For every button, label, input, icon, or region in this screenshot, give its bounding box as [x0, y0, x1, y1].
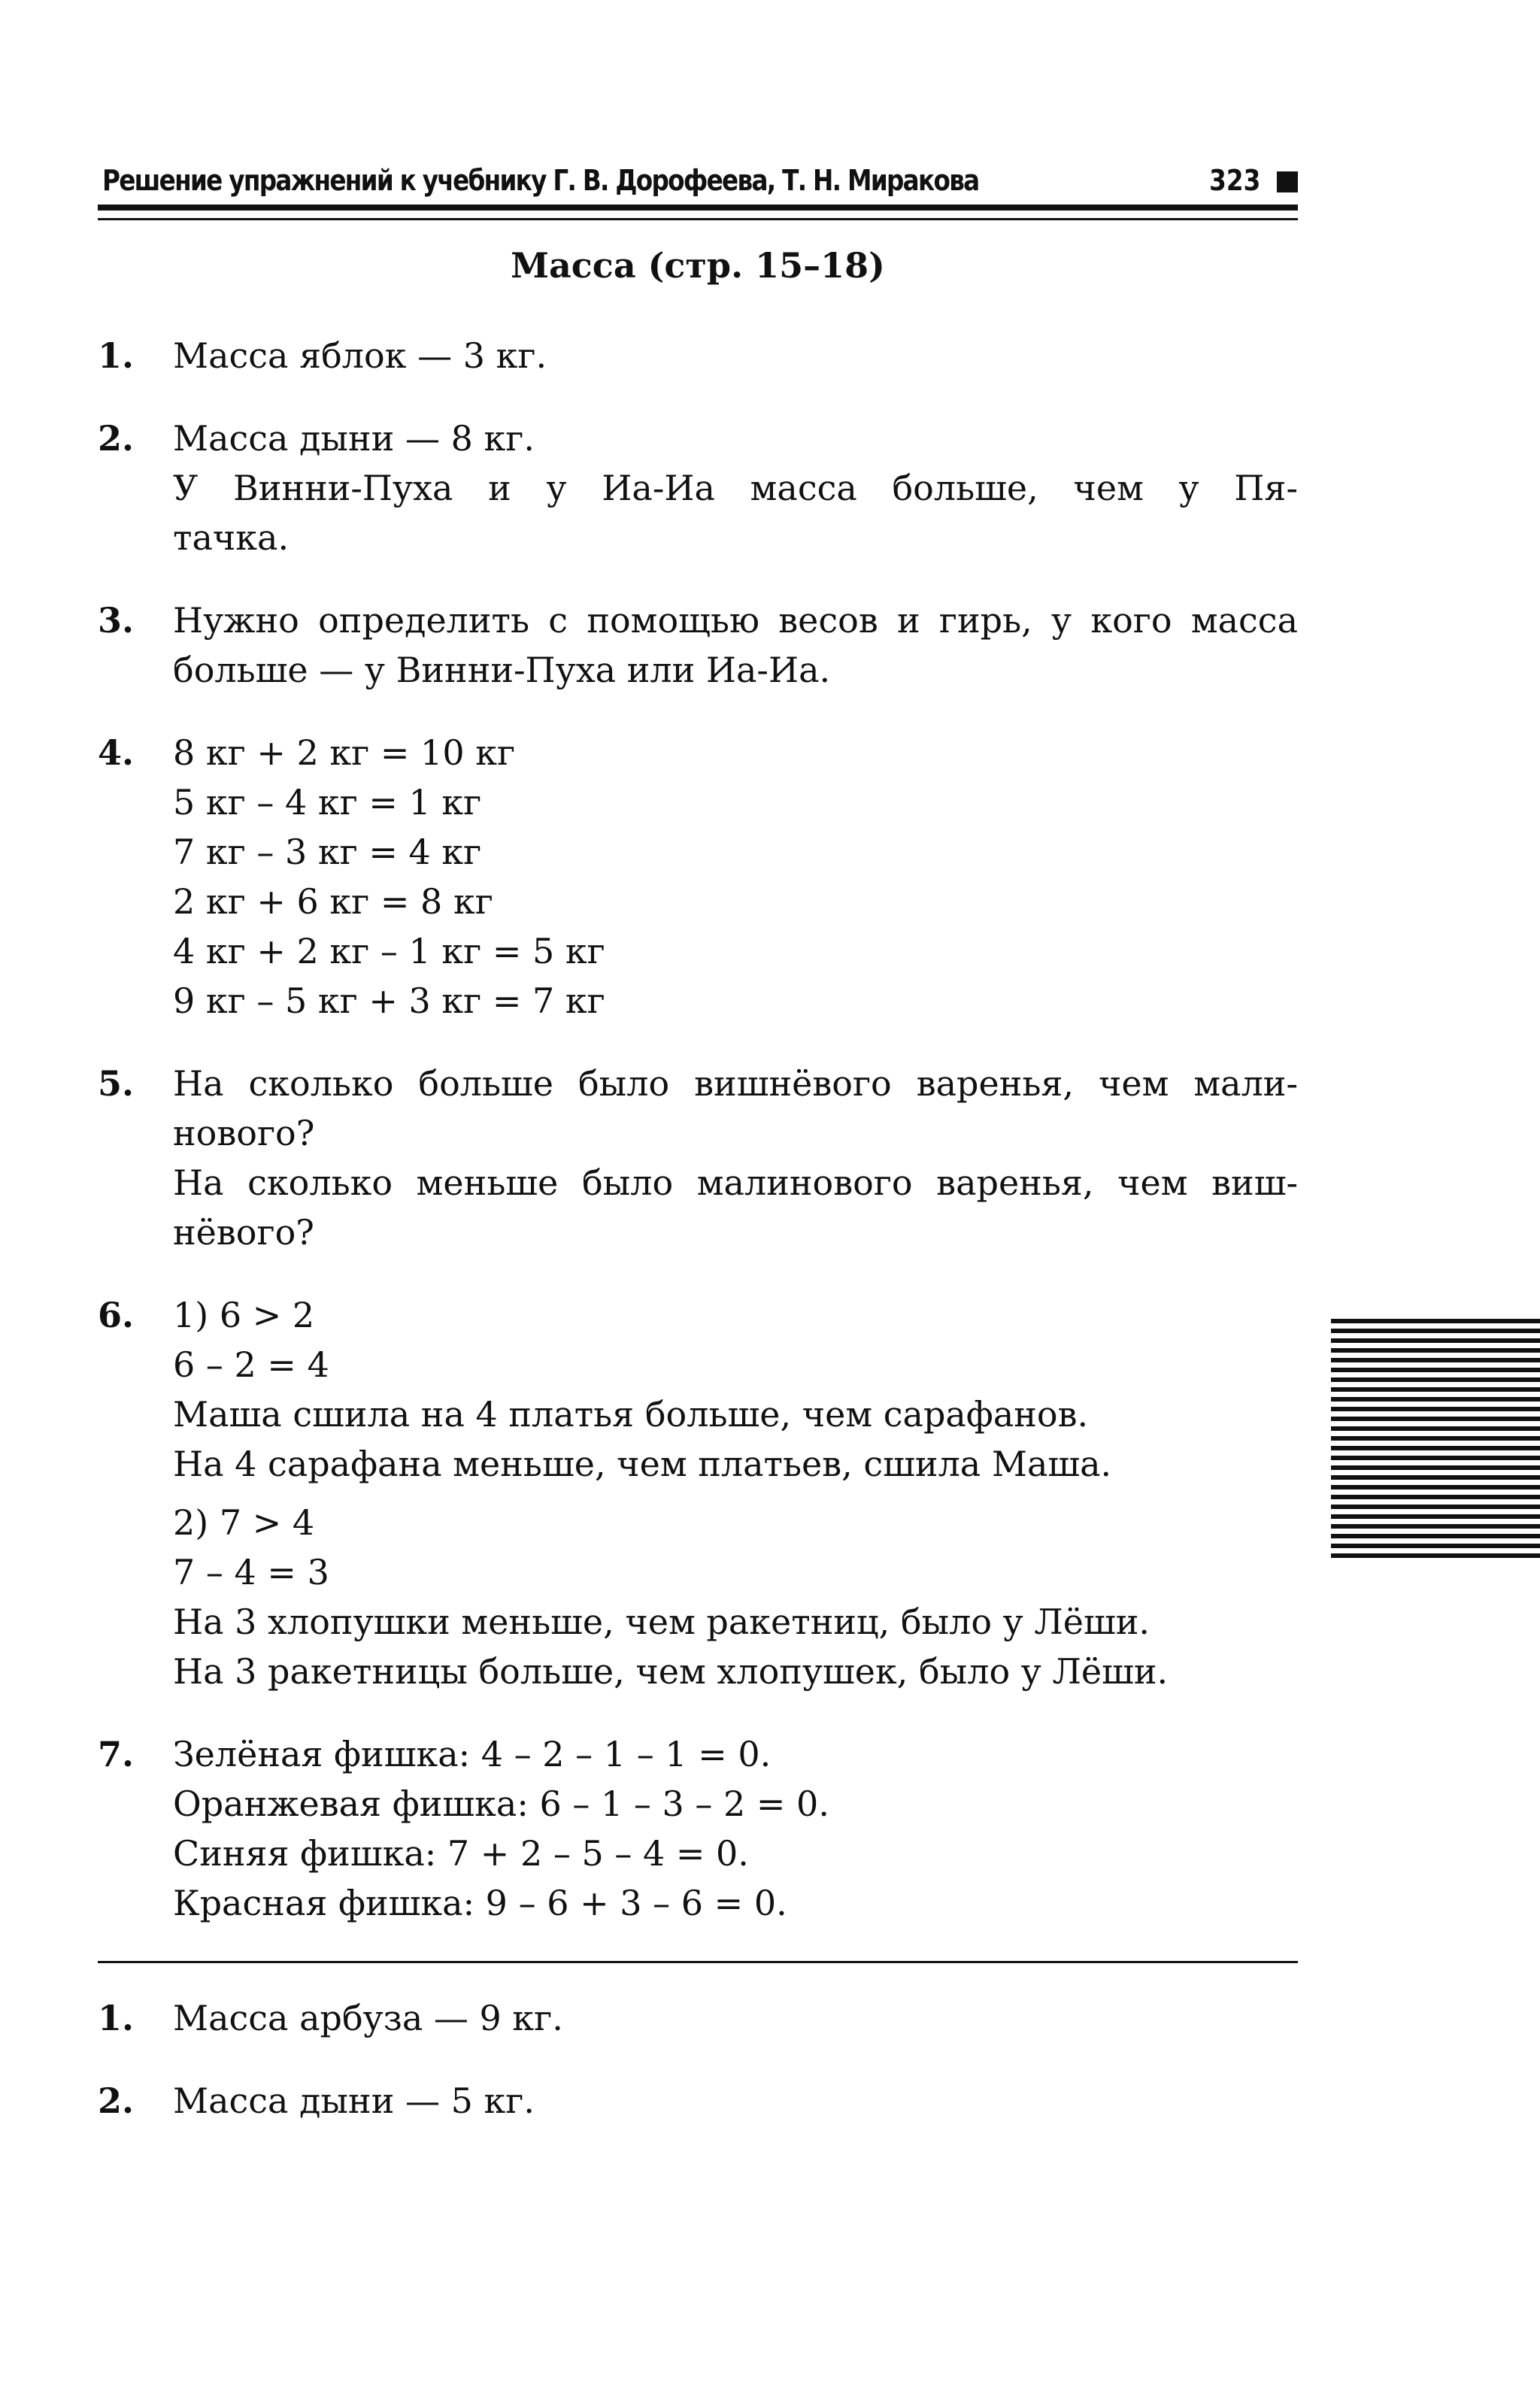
edge-thumb-index-bars — [1331, 1319, 1540, 1563]
header-rule-thick — [98, 205, 1298, 211]
thumb-index-bar — [1331, 1495, 1540, 1499]
item-line: На сколько больше было вишнёвого варенья, чем мали- — [173, 1063, 1298, 1104]
header-rule-thin — [98, 218, 1298, 220]
item-line: Масса арбуза — 9 кг. — [173, 1998, 563, 2038]
item-after-2 — [98, 2076, 1298, 2126]
thumb-index-bar — [1331, 1348, 1540, 1353]
item-line: 6 – 2 = 4 — [173, 1344, 329, 1385]
item-number: 6. — [98, 1295, 135, 1335]
thumb-index-bar — [1331, 1475, 1540, 1480]
section-title: Масса (стр. 15–18) — [511, 245, 885, 286]
item-1 — [98, 331, 1298, 380]
item-3 — [98, 595, 1298, 695]
thumb-index-bar — [1331, 1387, 1540, 1392]
thumb-index-bar — [1331, 1407, 1540, 1411]
item-line: 9 кг – 5 кг + 3 кг = 7 кг — [173, 980, 605, 1021]
item-line: 4 кг + 2 кг – 1 кг = 5 кг — [173, 931, 605, 971]
item-line: На 3 хлопушки меньше, чем ракетниц, было у Лёши. — [173, 1602, 1150, 1642]
item-line: Оранжевая фишка: 6 – 1 – 3 – 2 = 0. — [173, 1783, 829, 1824]
thumb-index-bar — [1331, 1534, 1540, 1538]
thumb-index-bar — [1331, 1426, 1540, 1431]
thumb-index-bar — [1331, 1377, 1540, 1382]
subpart-gap — [173, 1489, 1298, 1498]
item-number: 2. — [98, 418, 135, 459]
section-divider — [98, 1961, 1298, 1963]
item-line: Масса дыни — 8 кг. — [173, 418, 535, 459]
thumb-index-bar — [1331, 1553, 1540, 1558]
item-4 — [98, 728, 1298, 1026]
item-line: нёвого? — [173, 1212, 314, 1253]
item-number: 4. — [98, 732, 135, 773]
item-line: На 4 сарафана меньше, чем платьев, сшила Маша. — [173, 1444, 1112, 1484]
item-line: Нужно определить с помощью весов и гирь, у кого масса — [173, 600, 1298, 641]
item-line: 2) 7 > 4 — [173, 1502, 315, 1543]
item-line: 8 кг + 2 кг = 10 кг — [173, 732, 516, 773]
thumb-index-bar — [1331, 1485, 1540, 1489]
running-header-title: Решение упражнений к учебнику Г. В. Дорофеева, Т. Н. Миракова — [102, 164, 979, 197]
item-6 — [98, 1290, 1298, 1696]
item-number: 7. — [98, 1734, 135, 1774]
item-line: У Винни-Пуха и у Иа-Иа масса больше, чем у Пя- — [173, 468, 1298, 508]
thumb-index-bar — [1331, 1329, 1540, 1333]
page-content — [98, 331, 1298, 2159]
thumb-index-bar — [1331, 1456, 1540, 1460]
item-line: Масса дыни — 5 кг. — [173, 2080, 535, 2121]
item-7 — [98, 1729, 1298, 1928]
thumb-index-bar — [1331, 1465, 1540, 1470]
item-number: 1. — [98, 335, 135, 376]
item-after-1 — [98, 1993, 1298, 2043]
item-line: нового? — [173, 1113, 315, 1153]
item-line: 7 кг – 3 кг = 4 кг — [173, 832, 482, 872]
item-number: 3. — [98, 600, 135, 641]
thumb-index-bar — [1331, 1446, 1540, 1450]
item-line: 2 кг + 6 кг = 8 кг — [173, 881, 493, 922]
item-line: На сколько меньше было малинового варенья, чем виш- — [173, 1162, 1298, 1203]
item-line: Синяя фишка: 7 + 2 – 5 – 4 = 0. — [173, 1833, 749, 1874]
item-line: Красная фишка: 9 – 6 + 3 – 6 = 0. — [173, 1883, 787, 1923]
item-2 — [98, 414, 1298, 562]
thumb-index-bar — [1331, 1319, 1540, 1323]
thumb-index-bar — [1331, 1358, 1540, 1362]
thumb-index-bar — [1331, 1338, 1540, 1343]
item-5 — [98, 1059, 1298, 1257]
item-line: больше — у Винни-Пуха или Иа-Иа. — [173, 650, 831, 690]
thumb-index-bar — [1331, 1514, 1540, 1519]
item-line: тачка. — [173, 517, 290, 558]
item-line: Маша сшила на 4 платья больше, чем сарафанов. — [173, 1394, 1089, 1435]
square-marker-icon — [1277, 171, 1298, 192]
running-header — [98, 161, 1298, 205]
item-line: 7 – 4 = 3 — [173, 1552, 329, 1592]
item-line: Масса яблок — 3 кг. — [173, 335, 547, 376]
page-number: 323 — [1208, 164, 1260, 197]
thumb-index-bar — [1331, 1417, 1540, 1421]
thumb-index-bar — [1331, 1544, 1540, 1548]
item-number: 5. — [98, 1063, 135, 1104]
thumb-index-bar — [1331, 1436, 1540, 1441]
thumb-index-bar — [1331, 1505, 1540, 1509]
item-line: На 3 ракетницы больше, чем хлопушек, было у Лёши. — [173, 1651, 1169, 1692]
item-number: 2. — [98, 2080, 135, 2121]
thumb-index-bar — [1331, 1368, 1540, 1372]
item-line: 1) 6 > 2 — [173, 1295, 315, 1335]
item-line: 5 кг – 4 кг = 1 кг — [173, 782, 482, 823]
thumb-index-bar — [1331, 1524, 1540, 1529]
item-line: Зелёная фишка: 4 – 2 – 1 – 1 = 0. — [173, 1734, 772, 1774]
thumb-index-bar — [1331, 1397, 1540, 1402]
item-number: 1. — [98, 1998, 135, 2038]
